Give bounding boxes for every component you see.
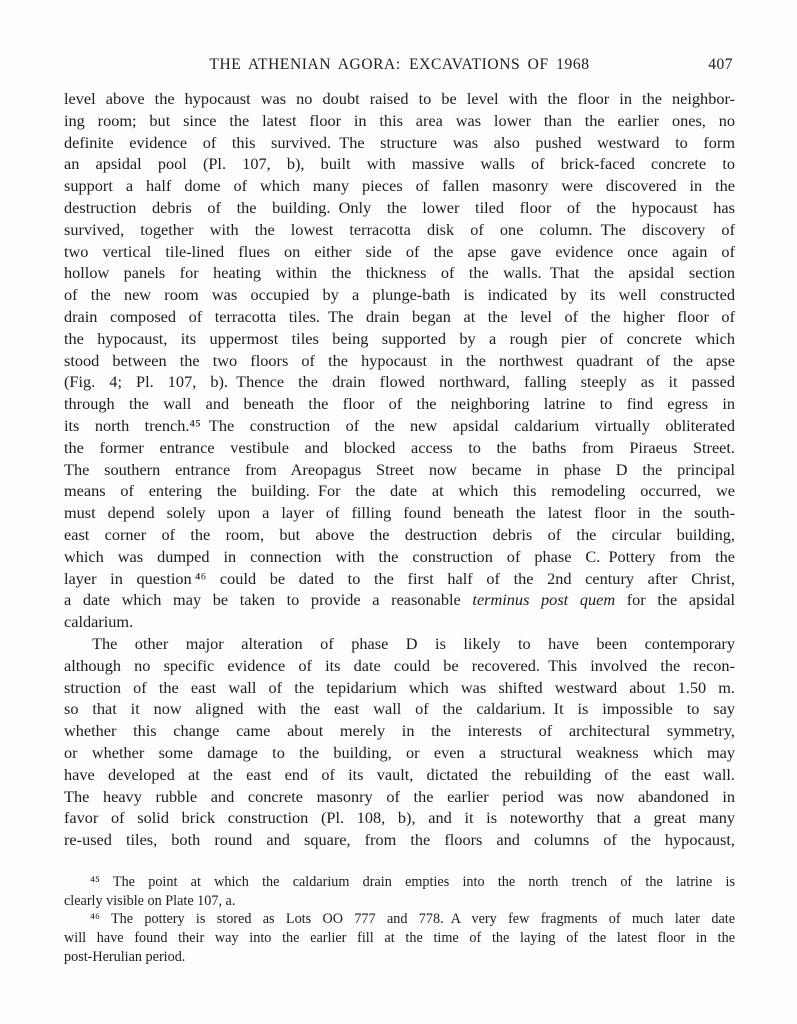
text-line: two vertical tile-lined flues on either side of the apse gave evidence once again of xyxy=(64,241,735,261)
text-line: an apsidal pool (Pl. 107, b), built with massive walls of brick-faced concrete to xyxy=(64,154,735,174)
footnotes-section xyxy=(64,873,735,967)
footnote-line: ⁴⁵ The point at which the caldarium drain empties into the north trench of the latrine is xyxy=(90,873,735,890)
text-line: so that it now aligned with the east wall of the caldarium. It is impossible to say xyxy=(64,699,735,719)
text-line: have developed at the east end of its vault, dictated the rebuilding of the east wall. xyxy=(64,764,735,784)
page-header xyxy=(64,56,735,74)
text-line: survived, together with the lowest terracotta disk of one column. The discovery of xyxy=(64,219,735,239)
text-line: whether this change came about merely in the interests of architectural symmetry, xyxy=(64,721,735,741)
text-line: which was dumped in connection with the construction of phase C. Pottery from the xyxy=(64,546,735,566)
text-line: level above the hypocaust was no doubt raised to be level with the floor in the neighbor- xyxy=(64,89,735,108)
text-line: destruction debris of the building. Only the lower tiled floor of the hypocaust has xyxy=(64,197,735,217)
text-line: caldarium. xyxy=(64,612,134,632)
text-line: or whether some damage to the building, or even a structural weakness which may xyxy=(64,742,735,762)
paragraph-1 xyxy=(64,88,735,589)
text-line: means of entering the building. For the date at which this remodeling occurred, we xyxy=(64,481,735,501)
footnote-45 xyxy=(64,873,735,911)
text-line: east corner of the room, but above the destruction debris of the circular building, xyxy=(64,524,735,544)
text-line: drain composed of terracotta tiles. The drain began at the level of the higher floor of xyxy=(64,306,735,326)
footnote-line: ⁴⁶ The pottery is stored as Lots OO 777 and 778. A very few fragments of much later date xyxy=(90,911,735,928)
text-line: its north trench.⁴⁵ The construction of the new apsidal caldarium virtually obliterated xyxy=(64,415,735,435)
text-line: re-used tiles, both round and square, from the floors and columns of the hypocaust, xyxy=(64,830,735,850)
text-line: The southern entrance from Areopagus Street now became in phase D the principal xyxy=(64,459,735,479)
text-line: The other major alteration of phase D is likely to have been contemporary xyxy=(92,633,735,653)
text-line: The heavy rubble and concrete masonry of the earlier period was now abandoned in xyxy=(64,786,735,806)
footnote-46 xyxy=(64,910,735,966)
footnote-line: will have found their way into the earlier fill at the time of the laying of the latest floor in the xyxy=(64,930,735,947)
line-segment: a date which may be taken to provide a reasonable xyxy=(64,590,473,610)
text-line: although no specific evidence of its date could be recovered. This involved the recon- xyxy=(64,655,735,675)
text-line: through the wall and beneath the floor of the neighboring latrine to find egress in xyxy=(64,394,735,414)
footnote-line: post-Herulian period. xyxy=(64,949,186,966)
text-line-with-italic xyxy=(64,589,735,611)
latin-phrase-italic: terminus post quem xyxy=(472,590,616,610)
text-line: the former entrance vestibule and blocked access to the baths from Piraeus Street. xyxy=(64,437,735,457)
text-line: hollow panels for heating within the thickness of the walls. That the apsidal section xyxy=(64,263,735,283)
text-line: must depend solely upon a layer of filling found beneath the latest floor in the south- xyxy=(64,503,735,523)
text-line: of the new room was occupied by a plunge-bath is indicated by its well constructed xyxy=(64,285,735,305)
footnote-line: clearly visible on Plate 107, a. xyxy=(64,892,236,909)
running-title: THE ATHENIAN AGORA: EXCAVATIONS OF 1968 xyxy=(209,56,590,73)
text-line: ing room; but since the latest floor in this area was lower than the earlier ones, no xyxy=(64,110,735,130)
text-line: (Fig. 4; Pl. 107, b). Thence the drain flowed northward, falling steeply as it passed xyxy=(64,372,735,392)
page-number: 407 xyxy=(708,56,733,73)
text-line: layer in question ⁴⁶ could be dated to the first half of the 2nd century after Christ, xyxy=(64,568,735,588)
paragraph-2 xyxy=(64,633,735,851)
line-segment: for the apsidal xyxy=(615,590,736,610)
article-body xyxy=(64,88,735,851)
text-line: favor of solid brick construction (Pl. 108, b), and it is noteworthy that a great many xyxy=(64,808,735,828)
text-line: support a half dome of which many pieces of fallen masonry were discovered in the xyxy=(64,176,735,196)
text-line: stood between the two floors of the hypocaust in the northwest quadrant of the apse xyxy=(64,350,735,370)
text-line: the hypocaust, its uppermost tiles being supported by a rough pier of concrete which xyxy=(64,328,735,348)
text-line: struction of the east wall of the tepidarium which was shifted westward about 1.50 m. xyxy=(64,677,735,697)
text-line: definite evidence of this survived. The structure was also pushed westward to form xyxy=(64,132,735,152)
